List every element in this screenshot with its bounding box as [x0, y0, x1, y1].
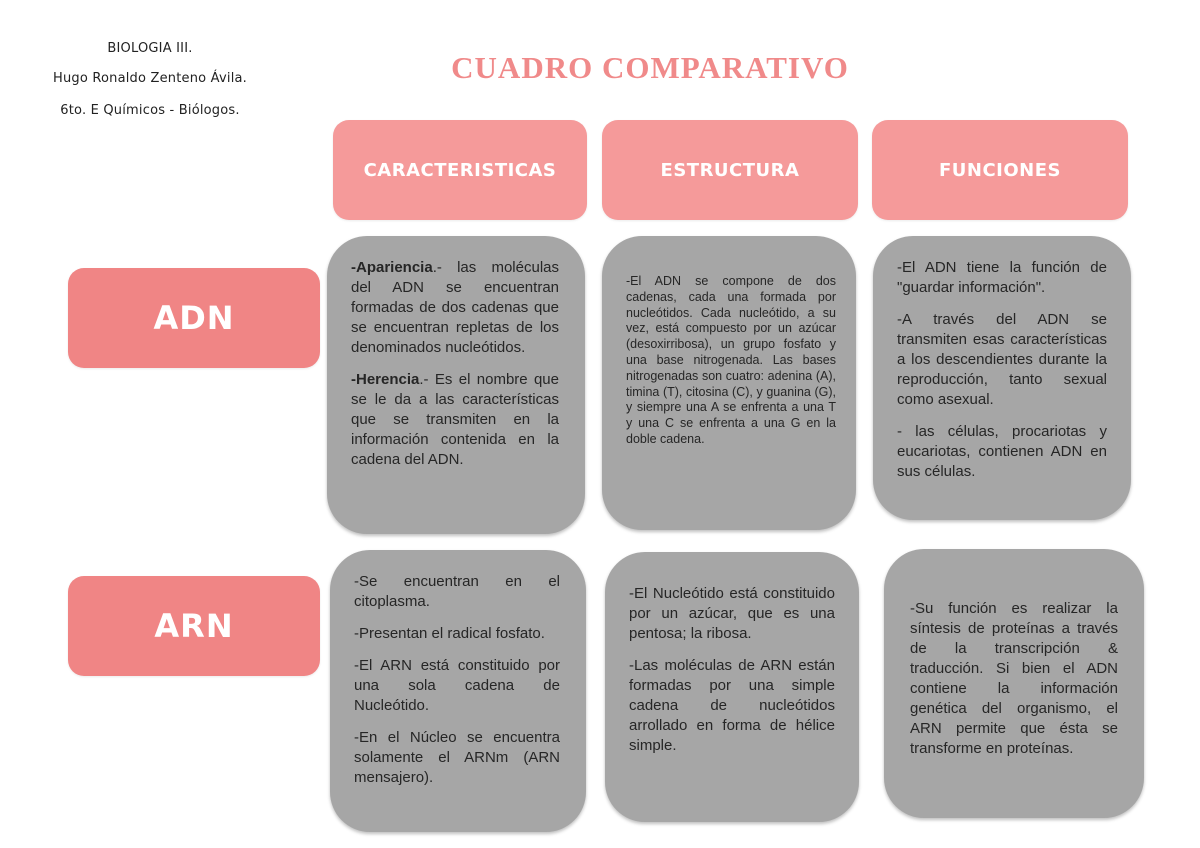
adn-herencia-term: -Herencia — [351, 371, 420, 388]
course-name: BIOLOGIA III. — [107, 41, 193, 56]
adn-funciones-paragraph: -El ADN tiene la función de "guardar información". — [897, 259, 1107, 296]
arn-caracteristicas-paragraph: -En el Núcleo se encuentra solamente el ARNm (ARN mensajero). — [354, 729, 560, 786]
cell-adn-estructura — [602, 236, 856, 530]
arn-estructura-paragraph: -Las moléculas de ARN están formadas por una simple cadena de nucleótidos arrollado en forma de hélice simple. — [629, 657, 835, 754]
row-label-arn: ARN — [68, 576, 320, 676]
arn-funciones-text: -Su función es realizar la síntesis de proteínas a través de la transcripción & traducción. Si bien el ADN contiene la información genética del organismo, el ARN permite que ésta se transforme en proteínas. — [910, 600, 1118, 757]
author-name: Hugo Ronaldo Zenteno Ávila. — [52, 71, 248, 86]
adn-apariencia-term: -Apariencia — [351, 259, 433, 276]
arn-estructura-paragraph: -El Nucleótido está constituido por un azúcar, que es una pentosa; la ribosa. — [629, 585, 835, 642]
column-header-caracteristicas: CARACTERISTICAS — [333, 120, 587, 220]
cell-arn-caracteristicas — [330, 550, 586, 832]
arn-caracteristicas-paragraph: -Presentan el radical fosfato. — [354, 625, 545, 642]
cell-arn-funciones — [884, 549, 1144, 818]
column-header-funciones: FUNCIONES — [872, 120, 1128, 220]
adn-funciones-paragraph: - las células, procariotas y eucariotas, contienen ADN en sus células. — [897, 423, 1107, 480]
adn-herencia-paragraph — [351, 370, 559, 470]
adn-estructura-text: -El ADN se compone de dos cadenas, cada una formada por nucleótidos. Cada nucleótido, a su vez, está compuesto por un azúcar (desoxirribosa), un grupo fosfato y una base nitrogenada. Las bases nitrogenadas son cuatro: adenina (A), timina (T), citosina (C), y guanina (G), y siempre una A se enfrenta a una T y una C se enfrenta a una G en la doble cadena. — [626, 274, 836, 446]
adn-funciones-paragraph: -A través del ADN se transmiten esas características a los descendientes durante la reproducción, tanto sexual como asexual. — [897, 311, 1107, 408]
cell-arn-estructura — [605, 552, 859, 822]
cell-adn-caracteristicas — [327, 236, 585, 534]
arn-caracteristicas-paragraph: -El ARN está constituido por una sola cadena de Nucleótido. — [354, 657, 560, 714]
page-title: CUADRO COMPARATIVO — [451, 50, 849, 85]
cell-adn-funciones — [873, 236, 1131, 520]
adn-apariencia-text: .- las moléculas del ADN se encuentran formadas de dos cadenas que se encuentran repletas de los denominados nucleótidos. — [351, 259, 559, 356]
adn-herencia-text: .- Es el nombre que se le da a las características que se transmiten en la información contenida en la cadena del ADN. — [351, 371, 559, 468]
group-name: 6to. E Químicos - Biólogos. — [60, 103, 240, 118]
row-label-adn: ADN — [68, 268, 320, 368]
column-header-estructura: ESTRUCTURA — [602, 120, 858, 220]
adn-apariencia-paragraph — [351, 258, 559, 358]
arn-caracteristicas-paragraph: -Se encuentran en el citoplasma. — [354, 573, 560, 610]
